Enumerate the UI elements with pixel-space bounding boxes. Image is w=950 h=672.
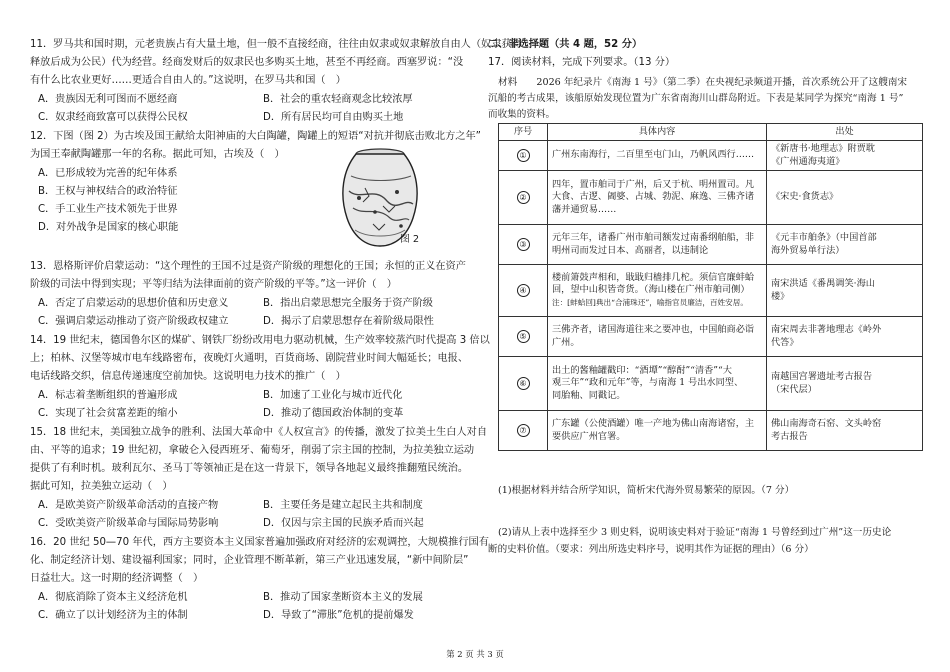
table-row bbox=[499, 265, 923, 317]
q11-option-c[interactable]: C．奴隶经商致富可以获得公民权 bbox=[38, 112, 188, 123]
q16-option-c[interactable]: C．确立了以计划经济为主的体制 bbox=[38, 610, 188, 621]
q15-stem-line-2: 由、平等的追求；19 世纪初，拿破仑入侵西班牙、葡萄牙，削弱了宗主国的控制，为拉美独立运动 bbox=[30, 445, 475, 456]
row-content: 广东罐（公使酒罐）唯一产地为佛山南海诸窑，主 bbox=[552, 418, 755, 429]
material-line-3: 而收集的资料。 bbox=[488, 109, 556, 120]
q14-option-c[interactable]: C．实现了社会贫富差距的缩小 bbox=[38, 408, 178, 419]
q12-option-b[interactable]: B．王权与神权结合的政治特征 bbox=[38, 186, 178, 197]
q17-requirement-2-line-1: (2)请从上表中选择至少 3 则史料，说明该史料对于验证“南海 1 号曾经到过广州”这一历史论 bbox=[498, 527, 892, 538]
header-content: 具体内容 bbox=[548, 124, 767, 141]
q14-option-d[interactable]: D．推动了德国政治体制的变革 bbox=[263, 408, 404, 419]
row-number: ⑤ bbox=[517, 330, 530, 343]
section-heading: 二、非选择题（共 4 题，52 分） bbox=[488, 39, 643, 50]
q15-option-d[interactable]: D．仅因与宗主国的民族矛盾而兴起 bbox=[263, 518, 424, 529]
q15-option-b[interactable]: B．主要任务是建立起民主共和制度 bbox=[263, 500, 423, 511]
row-number: ① bbox=[517, 149, 530, 162]
q12-stem-line-2: 为国王奉献陶罐那一年的名称。据此可知，古埃及（ ） bbox=[30, 149, 285, 160]
table-row bbox=[499, 357, 923, 411]
row-content: 观三年”“政和元年”等，与南海 1 号出水同型、 bbox=[552, 377, 744, 389]
table-row bbox=[499, 225, 923, 265]
q15-option-c[interactable]: C．受欧美资产阶级革命与国际局势影响 bbox=[38, 518, 219, 529]
q14-stem-line-2: 上；柏林、汉堡等城市电车线路密布，夜晚灯火通明，百货商场、剧院营业时间大幅延长；电报、 bbox=[30, 353, 469, 364]
row-source: 代答》 bbox=[771, 336, 799, 348]
material-line-2: 沉船的考古成果，该船原始发现位置为广东省南海川山群岛附近。下表是某同学为探究“南海 1 号” bbox=[488, 93, 904, 104]
header-seq: 序号 bbox=[499, 124, 548, 141]
row-source: 《广州通海夷道》 bbox=[771, 155, 845, 167]
q13-stem-line-1: 13．恩格斯评价启蒙运动：“这个理性的王国不过是资产阶级的理想化的王国；永恒的正义在资产 bbox=[30, 261, 466, 272]
row-content: 藩并通贸易…… bbox=[552, 203, 617, 215]
row-source: 海外贸易单行法） bbox=[771, 244, 845, 256]
q12-option-a[interactable]: A．已形成较为完善的纪年体系 bbox=[38, 168, 178, 179]
row-content: 回，望中山积皆奇货。（海山楼在广州市舶司侧） bbox=[552, 284, 750, 296]
q16-stem-line-3: 日益壮大。这一时期的经济调整（ ） bbox=[30, 573, 204, 584]
page-footer: 第 2 页 共 3 页 bbox=[446, 649, 504, 659]
row-source: 《新唐书·地理志》附贾耽 bbox=[771, 143, 875, 154]
row-content: 三佛齐者，诸国海道往来之要冲也，中国舶商必诣 bbox=[552, 324, 755, 335]
q11-option-a[interactable]: A．贵族因无利可图而不愿经商 bbox=[38, 94, 178, 105]
row-source: 考古报告 bbox=[771, 430, 808, 442]
q13-stem-line-2: 阶级的司法中得到实现；平等归结为法律面前的资产阶级的平等。”这一评价（ ） bbox=[30, 279, 397, 290]
row-source: （宋代层） bbox=[771, 383, 817, 395]
table-row bbox=[499, 317, 923, 357]
row-source: 楼》 bbox=[771, 290, 790, 302]
q12-stem-line-1: 12．下图（图 2）为古埃及国王献给太阳神庙的大白陶罐，陶罐上的短语“对抗并彻底击败北方之年” bbox=[30, 131, 481, 142]
q12-option-d[interactable]: D．对外战争是国家的核心职能 bbox=[38, 222, 179, 233]
row-content: 明州司而发过日本、高丽者，以违制论 bbox=[552, 244, 709, 256]
q11-option-b[interactable]: B．社会的重农轻商观念比较浓厚 bbox=[263, 94, 413, 105]
q15-option-a[interactable]: A．是欧美资产阶级革命活动的直接产物 bbox=[38, 500, 219, 511]
row-number: ⑦ bbox=[517, 424, 530, 437]
row-content: 要供应广州官署。 bbox=[552, 430, 626, 442]
row-number: ⑥ bbox=[517, 377, 530, 390]
row-source: 《宋史·食货志》 bbox=[771, 191, 839, 203]
table-row bbox=[499, 171, 923, 225]
row-content: 出土的酱釉罐戳印：“酒墰”“醇酎”“清香”“大 bbox=[552, 364, 732, 376]
q13-option-d[interactable]: D．揭示了启蒙思想存在着阶级局限性 bbox=[263, 316, 434, 327]
q13-option-b[interactable]: B．指出启蒙思想完全服务于资产阶级 bbox=[263, 298, 433, 309]
row-content: 楼前箫鼓声相和，戢戢归樯排几柁。须信官廉蚌蛤 bbox=[552, 271, 755, 283]
q15-stem-line-3: 提供了有利时机。玻利瓦尔、圣马丁等领袖正是在这一背景下，领导各地起义最终推翻殖民统治。 bbox=[30, 463, 469, 474]
row-content: 同胎釉、同戳记。 bbox=[552, 389, 626, 401]
row-content: 广州东南海行，二百里至屯门山，乃帆风西行…… bbox=[552, 149, 755, 161]
q11-stem-line-1: 11．罗马共和国时期，元老贵族占有大量土地，但一般不直接经商，往往由奴隶或奴隶解放自由人（奴隶获得 bbox=[30, 39, 522, 50]
q12-option-c[interactable]: C．手工业生产技术领先于世界 bbox=[38, 204, 178, 215]
q13-option-a[interactable]: A．否定了启蒙运动的思想价值和历史意义 bbox=[38, 298, 229, 309]
q16-option-d[interactable]: D．导致了“滞胀”危机的提前爆发 bbox=[263, 610, 414, 621]
q11-stem-line-3: 有什么比农业更好……更适合自由人的。”这说明，在罗马共和国（ ） bbox=[30, 75, 346, 86]
row-source: 佛山南海奇石窑、文头岭窑 bbox=[771, 418, 882, 429]
q11-option-d[interactable]: D．所有居民均可自由购买土地 bbox=[263, 112, 404, 123]
q14-stem-line-1: 14．19 世纪末，德国鲁尔区的煤矿、钢铁厂纷纷改用电力驱动机械，生产效率较蒸汽时代提高 3 倍以 bbox=[30, 335, 490, 346]
row-source: 南越国宫署遗址考古报告 bbox=[771, 371, 873, 382]
row-content: 广州。 bbox=[552, 336, 580, 348]
q16-stem-line-1: 16．20 世纪 50—70 年代，西方主要资本主义国家普遍加强政府对经济的宏观调控，大规模推行国有 bbox=[30, 537, 489, 548]
row-source: 南宋周去非著地理志《岭外 bbox=[771, 324, 882, 335]
table-row bbox=[499, 411, 923, 451]
q17-requirement-2-line-2: 断的史料价值。（要求：列出所选史料序号，说明其作为证据的理由）（6 分） bbox=[488, 544, 814, 555]
q17-requirement-1: (1)根据材料并结合所学知识，简析宋代海外贸易繁荣的原因。（7 分） bbox=[498, 485, 795, 496]
row-source: 南宋洪适《番禺调笑·海山 bbox=[771, 278, 875, 289]
q17-heading: 17．阅读材料，完成下列要求。（13 分） bbox=[488, 57, 676, 68]
row-number: ② bbox=[517, 191, 530, 204]
header-source: 出处 bbox=[767, 124, 923, 141]
row-content: 大食、古逻、阇婆、占城、勃泥、麻逸、三佛齐诸 bbox=[552, 191, 755, 203]
q16-option-a[interactable]: A．彻底消除了资本主义经济危机 bbox=[38, 592, 188, 603]
q14-option-b[interactable]: B．加速了工业化与城市近代化 bbox=[263, 390, 403, 401]
q16-stem-line-2: 化、制定经济计划、建设福利国家；同时，企业管理不断革新，第三产业迅速发展，“新中间阶层” bbox=[30, 555, 469, 566]
q15-stem-line-4: 据此可知，拉美独立运动（ ） bbox=[30, 481, 173, 492]
q11-stem-line-2: 释放后成为公民）代为经营。经商发财后的奴隶民也多购买土地，甚至不再经商。西塞罗说：“没 bbox=[30, 57, 464, 68]
q15-stem-line-1: 15．18 世纪末，美国独立战争的胜利、法国大革命中《人权宣言》的传播，激发了拉美土生白人对自 bbox=[30, 427, 488, 438]
row-content: 元年三年，诸番广州市舶司额发过南番纲舶船，非 bbox=[552, 232, 755, 243]
table-header-row bbox=[499, 124, 923, 141]
q13-option-c[interactable]: C．强调启蒙运动推动了资产阶级政权建立 bbox=[38, 316, 229, 327]
table-row bbox=[499, 141, 923, 171]
row-number: ③ bbox=[517, 238, 530, 251]
row-content: 四年，置市舶司于广州，后又于杭、明州置司。凡 bbox=[552, 178, 755, 190]
q14-stem-line-3: 电话线路交织，信息传递速度空前加快。这说明电力技术的推广（ ） bbox=[30, 371, 346, 382]
row-number: ④ bbox=[517, 284, 530, 297]
q16-option-b[interactable]: B．推动了国家垄断资本主义的发展 bbox=[263, 592, 423, 603]
row-note: 注：[蚌蛤回]典出“合浦珠还”，喻指官员廉洁，百姓安居。 bbox=[552, 297, 748, 307]
figure-2-caption: 图 2 bbox=[400, 234, 420, 245]
row-source: 《元丰市舶条》（中国首部 bbox=[771, 232, 877, 243]
material-line-1: 材料 2026 年纪录片《南海 1 号》（第二季）在央视纪录频道开播，首次系统公开了这艘南宋 bbox=[498, 77, 908, 88]
q14-option-a[interactable]: A．标志着垄断组织的普遍形成 bbox=[38, 390, 178, 401]
material-table bbox=[498, 123, 923, 451]
